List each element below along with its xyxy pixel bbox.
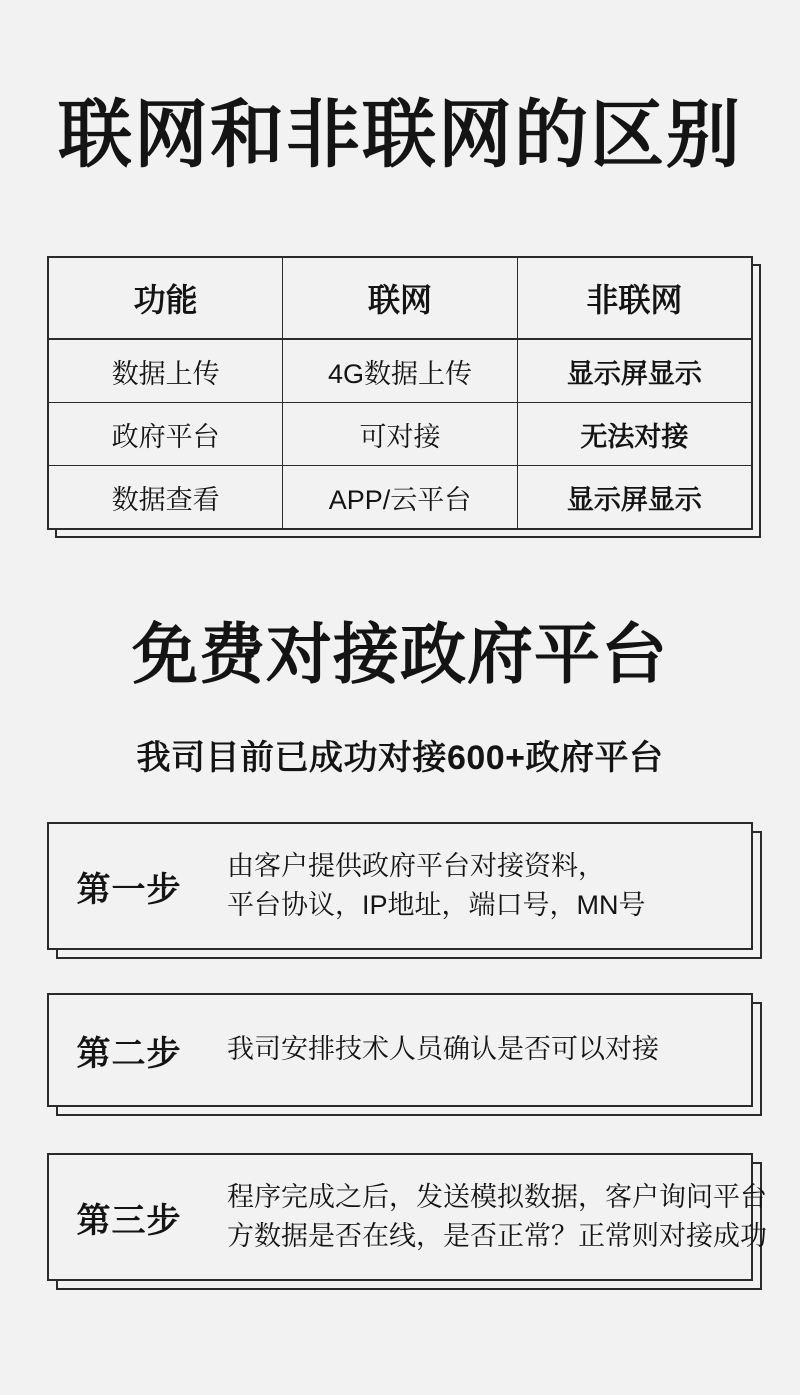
table-row (48, 403, 752, 466)
step-item (47, 993, 753, 1107)
step-box (47, 1153, 767, 1281)
page-title: 联网和非联网的区别 (58, 93, 742, 176)
table-cell-online: APP/云平台 (283, 466, 518, 530)
step-description-line: 平台协议，IP地址，端口号，MN号 (227, 890, 646, 920)
step-description-line: 程序完成之后，发送模拟数据，客户询问平台 (227, 1181, 767, 1212)
section-title-free-platform: 免费对接政府平台 (132, 617, 668, 691)
table-row (48, 466, 752, 530)
table-body (48, 339, 752, 529)
table-cell-offline: 无法对接 (517, 403, 752, 466)
step-description (209, 1030, 751, 1069)
table-cell-online: 4G数据上传 (283, 339, 518, 403)
table-header-cell-online: 联网 (283, 257, 518, 339)
step-description-line: 由客户提供政府平台对接资料， (227, 850, 605, 881)
table-header-row (48, 257, 752, 339)
step-label: 第二步 (76, 1034, 182, 1073)
step-item (47, 1153, 767, 1281)
step-description (209, 1178, 783, 1256)
comparison-table (47, 256, 753, 530)
table-cell-feature: 政府平台 (48, 403, 283, 466)
table-head (48, 257, 752, 339)
table-cell-offline: 显示屏显示 (517, 466, 752, 530)
section-subtitle-free-platform: 我司目前已成功对接600+政府平台 (136, 739, 664, 777)
table-cell-offline: 显示屏显示 (517, 339, 752, 403)
table-cell-online: 可对接 (283, 403, 518, 466)
step-description (209, 847, 751, 925)
table-row (48, 339, 752, 403)
step-box (47, 993, 753, 1107)
step-box (47, 822, 753, 950)
step-description-line: 方数据是否在线，是否正常？正常则对接成功 (227, 1221, 767, 1251)
table-cell-feature: 数据上传 (48, 339, 283, 403)
table-header-cell-offline: 非联网 (517, 257, 752, 339)
step-label: 第三步 (76, 1201, 182, 1240)
step-description-line: 我司安排技术人员确认是否可以对接 (227, 1034, 659, 1065)
comparison-table-container (47, 256, 753, 530)
table-header-cell-feature: 功能 (48, 257, 283, 339)
step-item (47, 822, 753, 950)
step-label: 第一步 (76, 870, 182, 909)
table-cell-feature: 数据查看 (48, 466, 283, 530)
